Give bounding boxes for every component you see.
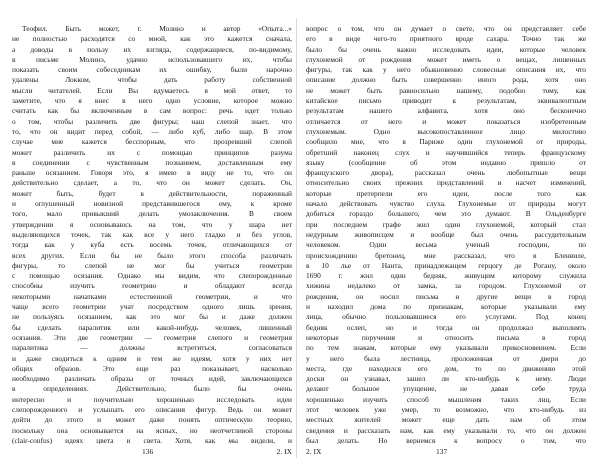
text-line: при последнем графе жил один глухонемой, который стал [306, 219, 586, 229]
text-line: описание должно быть совершенно иного рода, хотя оно [306, 75, 586, 85]
text-line: недурным живописцем и вообще был очень рассудительным [306, 229, 586, 239]
page-gutter [296, 18, 297, 458]
text-line: не пользуясь осязанием, как это мог бы и даже должен [12, 312, 292, 322]
text-line: не может быть равносильно нашему, подобно тому, как [306, 85, 586, 95]
text-line: Теофил. Быть может, г. Молинэ и автор «Опыта...» [22, 24, 292, 33]
text-line: языку (сообщение об этом недавно пришло от [306, 157, 586, 167]
text-line: в определениях. Действительно, было бы очень [12, 384, 292, 394]
text-line: китайское письмо приводит к результатам, эквивалентным [306, 96, 586, 106]
text-line: и даже сводиться к одним и тем же идеям, хотя у них нет [12, 353, 292, 363]
text-line: бедняк ослеп, но и тогда он продолжал выполнять [306, 322, 586, 332]
left-page-footer [12, 447, 292, 459]
text-line: осязания. Эти две геометрии — геометрия слепого и геометрия [12, 332, 292, 342]
text-line: местных жителей может еще дать нам об этом [306, 415, 586, 425]
right-page [306, 24, 586, 444]
text-line: слепорожденного и услышать его описания фигур. Ведь он может [12, 404, 292, 414]
text-line: того, мало привыкший делать умозаключения. В своем [12, 209, 292, 219]
text-line: глухонемой от рождения может иметь о вещах, лишенных [306, 54, 586, 64]
text-line: обретший наконец слух и научившийся теперь французскому [306, 147, 586, 157]
text-line: может быть, будет в действительности, пораженный [12, 188, 292, 198]
text-line: паралитика — должны встретиться, согласоваться [12, 343, 292, 353]
left-page-number: 136 [142, 447, 154, 456]
text-line: мысли читателей. Если Вы вдумаетесь в мой ответ, то [12, 85, 292, 95]
text-line: вопрос о том, что он думает о свете, что он представляет себе [306, 24, 586, 33]
text-line: тогда как у куба есть восемь точек, отличающихся от [12, 240, 292, 250]
text-line: доски он узнавал, зашел ли кто-нибудь к нему. Люди [306, 374, 586, 384]
text-line: сведения и рассказать нам, как ему указывали то, что он должен [306, 425, 586, 435]
text-line: выделяющихся точек, так как все у него гладко и без углов, [12, 229, 292, 239]
text-line: происхождению бретонец, мне рассказал, что в Бленвиле, [306, 250, 586, 260]
text-line: в соединении с чувственным познанием, доставленным ему [12, 157, 292, 167]
text-line: утверждении я основываюсь на том, что у шара нет [12, 219, 292, 229]
text-line: а доводы в пользу их взгляда, содержащиеся, по-видимому, [12, 44, 292, 54]
text-line: некоторыми начатками естественной геометрии, и что [12, 291, 292, 301]
right-page-footer [306, 447, 586, 459]
text-line: поскольку она основывается на ясных, но неотчетливой стороны [12, 425, 292, 435]
text-line: в 10 лье от Нанта, принадлежащем герцогу де Рогану, около [306, 260, 586, 270]
text-line: общих образов. Это еще раз показывает, насколько [12, 363, 292, 373]
text-line: всех других. Если бы не было этого способа различать [12, 250, 292, 260]
text-line: было бы очень важно исследовать идеи, которые человек [306, 44, 586, 54]
text-line: с помощью осязания. Однако мы видим, что слепорожденные [12, 271, 292, 281]
text-line: некоторые поручения и относить письма в город [306, 332, 586, 342]
text-line: лица, обычно пользовавшиеся его услугами. Под конец [306, 312, 586, 322]
text-line: бы сделать паралитик или какой-нибудь человек, лишенный [12, 322, 292, 332]
text-line: фигуры, так как у него обыкновенно словесные описания их, что [306, 65, 586, 75]
text-line: может различить их с помощью принципов разума [12, 147, 292, 157]
text-line: в письме Молинэ, удачно использовавшего их, чтобы [12, 54, 292, 64]
text-line: то, что он видит перед собой, — либо куб, либо шар. В этом [12, 126, 292, 136]
text-line: результатам нашего алфавита, хотя оно бесконечно [306, 106, 586, 116]
text-line: способны изучить геометрию и обладают всегда [12, 281, 292, 291]
text-line: отличается от него и может показаться изобретенным [306, 116, 586, 126]
text-line: был делать. Но вернемся к вопросу о том, что [306, 435, 586, 444]
text-line: рождения, он носил письма и другие вещи в город [306, 291, 586, 301]
text-line: французского двора), рассказал очень любопытные вещи [306, 168, 586, 178]
text-line: заметите, что я внес в него одно условие, которое можно [12, 96, 292, 106]
text-line: у него была лестница, проложенная от двери до [306, 353, 586, 363]
text-line: не полностью расходятся со мной, как это кажется сначала, [12, 34, 292, 44]
text-line: его в виде чего-то приятного вроде сахара. Точно так же [306, 34, 586, 44]
text-line: человеком. Один весьма ученый господин, по [306, 240, 586, 250]
text-line: (clair-confus) идеях цвета и света. Хотя, как мы видели, и [12, 435, 292, 444]
text-line: глухонемым. Одно высокопоставленное лицо милостиво [306, 126, 586, 136]
text-line: фигуры, то слепой не мог бы учиться геометрии [12, 260, 292, 270]
text-line: этот человек уже умер, то возможно, что кто-нибудь из [306, 404, 586, 414]
text-line: случае мне кажется бесспорным, что прозревший слепой [12, 137, 292, 147]
left-page [12, 24, 292, 444]
text-line: интересно и поучительно хорошенько исследовать идеи [12, 394, 292, 404]
text-line: удалены Локком, чтобы дать работу собственной [12, 75, 292, 85]
text-line: хижина недалеко от замка, за городом. Глухонемой от [306, 281, 586, 291]
text-line: начало действовать чувство слуха. Глухонемые от природы могут [306, 199, 586, 209]
text-line: показать своим собеседникам их ошибку, были нарочно [12, 65, 292, 75]
text-line: сообщило мне, что в Париже один глухонемой от природы, [306, 137, 586, 147]
left-page-signature: 2. IX [276, 447, 292, 456]
text-line: относительно своих прежних представлений и насчет изменений, [306, 178, 586, 188]
text-line: дойти до этого и может даже понять оптическую теорию, [12, 415, 292, 425]
text-line: раньше осязанием. Говоря это, я имею в виду не то, что он [12, 168, 292, 178]
text-line: хорошенько изучить способ мышления таких лиц. Если [306, 394, 586, 404]
right-page-signature: 2. IX [306, 447, 322, 456]
text-line: и находил дома по признакам, которые указывали ему [306, 302, 586, 312]
right-page-number: 137 [436, 447, 448, 456]
text-line: 1690 г. жил один бедняк, живущим которому служила [306, 271, 586, 281]
text-line: чаще всего геометрии учат посредством одного лишь зрения, [12, 302, 292, 312]
text-line: по тем знакам, которые ему указывали прикосновением. Если [306, 343, 586, 353]
text-line: необходимо различать образы от точных идей, заключающихся [12, 374, 292, 384]
text-line: которые претерпели его идеи, после того как [306, 188, 586, 198]
text-line: добиться гораздо большего, чем это думают. В Ольденбурге [306, 209, 586, 219]
text-line: считать как бы включенным в сам вопрос: речь идет только [12, 106, 292, 116]
text-line: действительно сделает, а то, что он может сделать. Он, [12, 178, 292, 188]
text-line: и оглушенный новизной представившегося ему, к кроме [12, 199, 292, 209]
text-line: делают большое упущение, не давая себе труда [306, 384, 586, 394]
text-line: о том, чтобы различить две фигуры; наш слепой знает, что [12, 116, 292, 126]
text-line: места, где находился его дом, то по движению этой [306, 363, 586, 373]
